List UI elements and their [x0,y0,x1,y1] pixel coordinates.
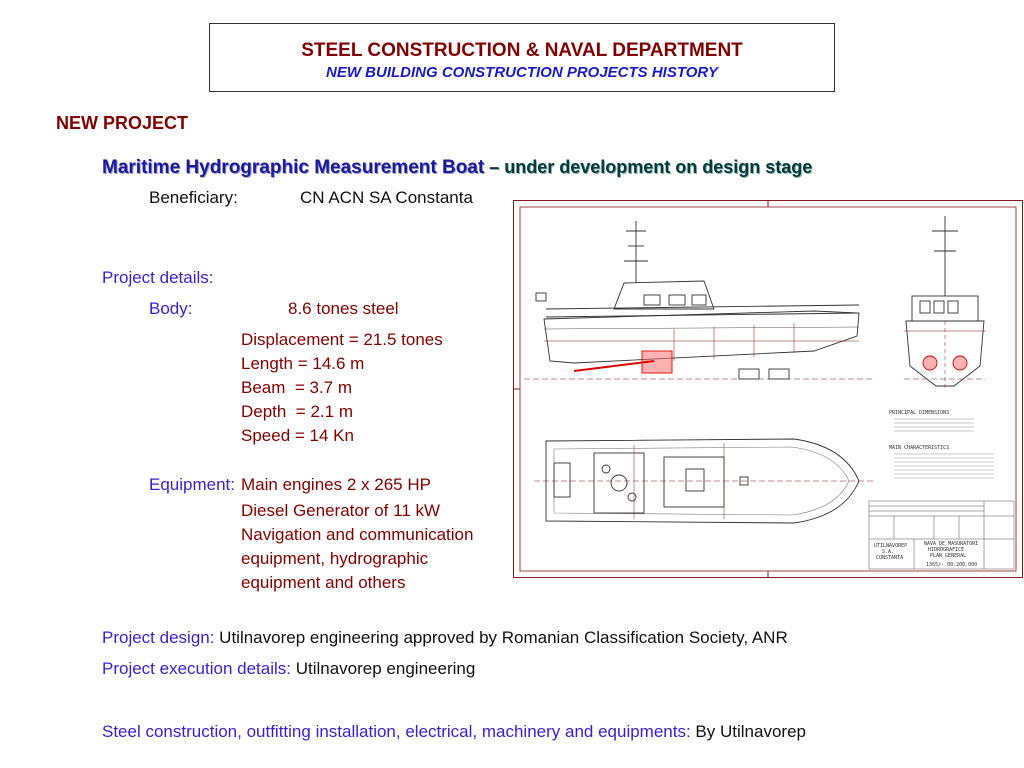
spec-beam: Beam = 3.7 m [241,378,353,397]
project-status: – under development on design stage [484,157,813,177]
equipment-item: Main engines 2 x 265 HP [241,475,431,494]
title-block-sheet: PLAN GENERAL [930,553,967,559]
steel-label: Steel construction, outfitting installation, electrical, machinery and equipments: [102,722,691,741]
spec-length: Length = 14.6 m [241,354,365,373]
beneficiary-label: Beneficiary: [149,188,238,207]
title-block-number: 1365/-.00.200.000 [926,562,978,568]
project-name: Maritime Hydrographic Measurement Boat [102,157,485,178]
execution-line [102,659,475,679]
header-title: STEEL CONSTRUCTION & NAVAL DEPARTMENT [301,40,743,61]
equipment-item: Diesel Generator of 11 kW [241,501,441,520]
deck-plan-view [534,439,874,523]
equipment-item: Navigation and communication [241,525,474,544]
steel-line [102,722,806,742]
design-value: Utilnavorep engineering approved by Romanian Classification Society, ANR [214,628,788,647]
execution-value: Utilnavorep engineering [291,659,476,678]
general-arrangement-drawing [513,200,1023,578]
details-label: Project details: [102,268,214,287]
beneficiary-value: CN ACN SA Constanta [300,188,473,207]
title-block-vessel: NAVA DE MASURATORI [924,541,979,547]
spec-depth: Depth = 2.1 m [241,402,353,421]
body-value: 8.6 tones steel [288,299,399,318]
spec-speed: Speed = 14 Kn [241,426,354,445]
header-subtitle: NEW BUILDING CONSTRUCTION PROJECTS HISTORY [326,64,718,81]
section-label: NEW PROJECT [56,113,189,133]
design-label: Project design: [102,628,215,647]
front-view [904,216,986,391]
header-box [209,23,835,92]
project-title [102,157,812,179]
main-characteristics-title: MAIN CHARACTERISTICS [889,445,950,451]
steel-value: By Utilnavorep [690,722,806,741]
principal-dimensions-title: PRINCIPAL DIMENSIONS [889,410,950,416]
spec-displacement: Displacement = 21.5 tones [241,330,443,349]
title-block-company-sub: S.A. [882,549,895,555]
drawing-canvas [514,201,1022,577]
side-profile-view [524,221,874,379]
title-block-city: CONSTANTA [876,555,904,561]
equipment-label: Equipment: [149,475,235,494]
title-block-company: UTILNAVOREP [874,543,908,549]
body-label: Body: [149,299,193,318]
title-block-vessel-sub: HIDROGRAFICE [928,547,965,553]
execution-label: Project execution details: [102,659,291,678]
equipment-item: equipment, hydrographic [241,549,429,568]
design-line [102,628,788,648]
equipment-item: equipment and others [241,573,406,592]
